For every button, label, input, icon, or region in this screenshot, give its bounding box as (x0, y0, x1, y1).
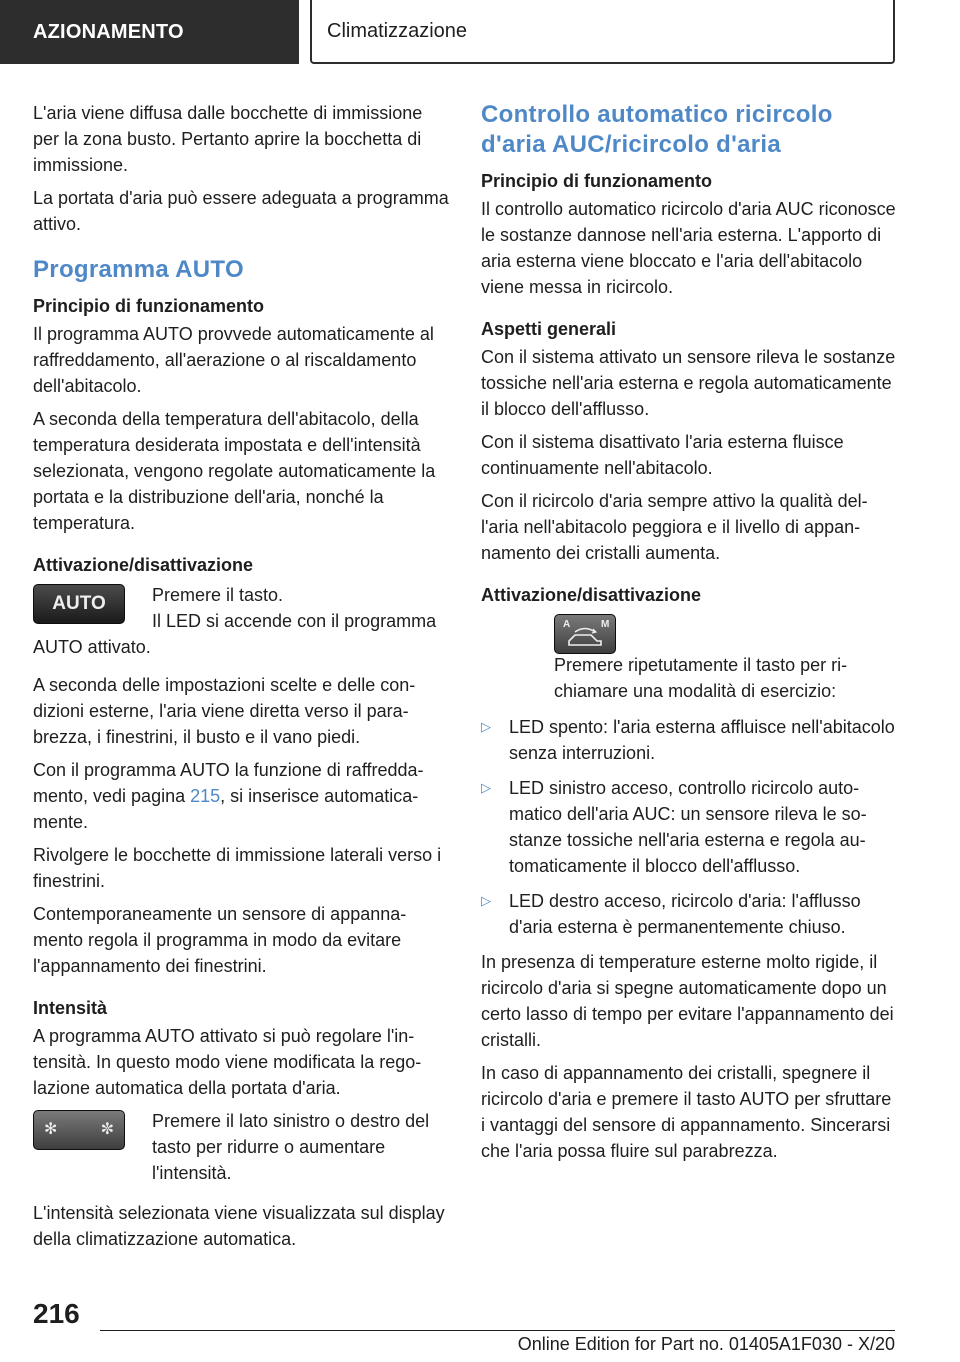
recirculation-button-icon (554, 614, 616, 654)
text: , si inserisce automaticamente. (33, 786, 419, 832)
paragraph: Premere ripetutamente il tasto per richiamare una modalità di esercizio: (554, 655, 848, 701)
fan-high-icon: ✼ (100, 1121, 114, 1138)
paragraph: Con il sistema attivato un sensore rileva le sostanze tossiche nell'aria esterna e regola automaticamente il blocco dell'afflusso. (481, 347, 896, 419)
paragraph: Il programma AUTO provvede automaticamente al raffreddamento, all'aerazione o al riscaldamento dell'abitacolo. (33, 324, 434, 396)
text: Con il programma AUTO la funzione di raffreddamento, vedi pagina (33, 760, 424, 806)
subheading-activation: Attivazione/disattivazione (481, 585, 702, 605)
manual-mode-letter: M (601, 619, 610, 630)
section-heading-auto: Programma AUTO (33, 256, 244, 283)
auc-mode-letter: A (563, 619, 571, 630)
auto-key-block (33, 582, 449, 614)
chapter-title: Climatizzazione (327, 19, 468, 42)
left-column (33, 100, 449, 1259)
list-item-text: LED spento: l'aria esterna affluisce nell'abitacolo senza interruzioni. (509, 717, 895, 763)
subheading-general: Aspetti generali (481, 319, 617, 339)
paragraph: Premere il tasto. (152, 585, 284, 605)
subheading-principle: Principio di funzionamento (481, 171, 712, 191)
paragraph: A seconda delle impostazioni scelte e delle condizioni esterne, l'aria viene diretta verso il parabrezza, i finestrini, il busto e il vano piedi. (33, 675, 416, 747)
triangle-bullet-icon: ▷ (481, 719, 491, 734)
paragraph: Con il sistema disattivato l'aria esterna fluisce continuamente nell'abitacolo. (481, 432, 844, 478)
fan-key-block (33, 1108, 449, 1186)
paragraph: Il controllo automatico ricircolo d'aria AUC riconosce le sostanze dannose nell'aria esterna. L'apporto di aria esterna viene bloccato e l'aria dell'abitacolo viene messa in ricircolo. (481, 199, 896, 297)
chapter-tab (310, 0, 895, 64)
paragraph: L'aria viene diffusa dalle bocchette di immissione per la zona busto. Pertanto aprire la bocchetta di immissione. (33, 103, 423, 175)
auc-key-block (481, 612, 897, 704)
paragraph: A seconda della temperatura dell'abitacolo, della temperatura desiderata impostata e dell'intensità selezionata, vengono regolate automaticamente la portata e la distribuzione dell'aria, nonché la temperatura. (33, 409, 436, 533)
section-title: AZIONAMENTO (33, 20, 184, 43)
paragraph: Rivolgere le bocchette di immissione laterali verso i finestrini. (33, 845, 442, 891)
footer-edition: Online Edition for Part no. 01405A1F030 - X/20 (517, 1334, 895, 1354)
list-item-text: LED sinistro acceso, controllo ricircolo automatico dell'aria AUC: un sensore rileva le sostanze tossiche nell'aria esterna e regola automaticamente il blocco dell'afflusso. (509, 778, 867, 876)
paragraph-with-link (33, 757, 449, 835)
subheading-activation: Attivazione/disattivazione (33, 555, 254, 575)
list-item-text: LED destro acceso, ricircolo d'aria: l'afflusso d'aria esterna è permanentemente chiuso. (509, 891, 861, 937)
page-number: 216 (33, 1298, 80, 1329)
triangle-bullet-icon: ▷ (481, 780, 491, 795)
paragraph: L'intensità selezionata viene visualizzata sul display della climatizzazione automatica. (33, 1203, 445, 1249)
fan-intensity-button-icon (33, 1110, 125, 1150)
auto-key-label: AUTO (52, 593, 106, 614)
page-link[interactable]: 215 (190, 786, 221, 806)
paragraph: In presenza di temperature esterne molto rigide, il ricircolo d'aria si spegne automaticamente dopo un certo lasso di tempo per evitare l'appannamento dei cristalli. (481, 952, 894, 1050)
section-tab (0, 0, 299, 64)
footer-divider (100, 1330, 895, 1331)
paragraph: In caso di appannamento dei cristalli, spegnere il ricircolo d'aria e premere il tasto AUTO per sfruttare i vantaggi del sensore di appannamento. Sincerarsi che l'aria possa fluire sul parabrezza. (481, 1063, 892, 1161)
paragraph: Premere il lato sinistro o destro del tasto per ridurre o aumentare l'intensità. (152, 1111, 430, 1183)
auto-button-icon (33, 584, 125, 624)
right-column (481, 100, 897, 1171)
list-item (481, 714, 897, 766)
paragraph: A programma AUTO attivato si può regolare l'intensità. In questo modo viene modificata la regolazione automatica della portata d'aria. (33, 1026, 422, 1098)
paragraph: La portata d'aria può essere adeguata a programma attivo. (33, 188, 449, 234)
paragraph: Con il ricircolo d'aria sempre attivo la qualità dell'aria nell'abitacolo peggiora e il livello di appannamento dei cristalli aumenta. (481, 491, 868, 563)
subheading-principle: Principio di funzionamento (33, 296, 264, 316)
section-heading-auc: Controllo automatico ricircolo d'aria AUC/ricircolo d'aria (481, 101, 833, 158)
list-item (481, 775, 897, 879)
fan-low-icon: ✻ (44, 1121, 58, 1138)
activation-led-text: Il LED si accende con il programma AUTO attivato. (33, 611, 437, 657)
list-item (481, 888, 897, 940)
triangle-bullet-icon: ▷ (481, 893, 491, 908)
paragraph: Contemporaneamente un sensore di appannamento regola il programma in modo da evitare l'appannamento dei finestrini. (33, 904, 407, 976)
subheading-intensity: Intensità (33, 998, 108, 1018)
car-recirculation-icon (555, 615, 615, 653)
mode-list (481, 714, 897, 940)
